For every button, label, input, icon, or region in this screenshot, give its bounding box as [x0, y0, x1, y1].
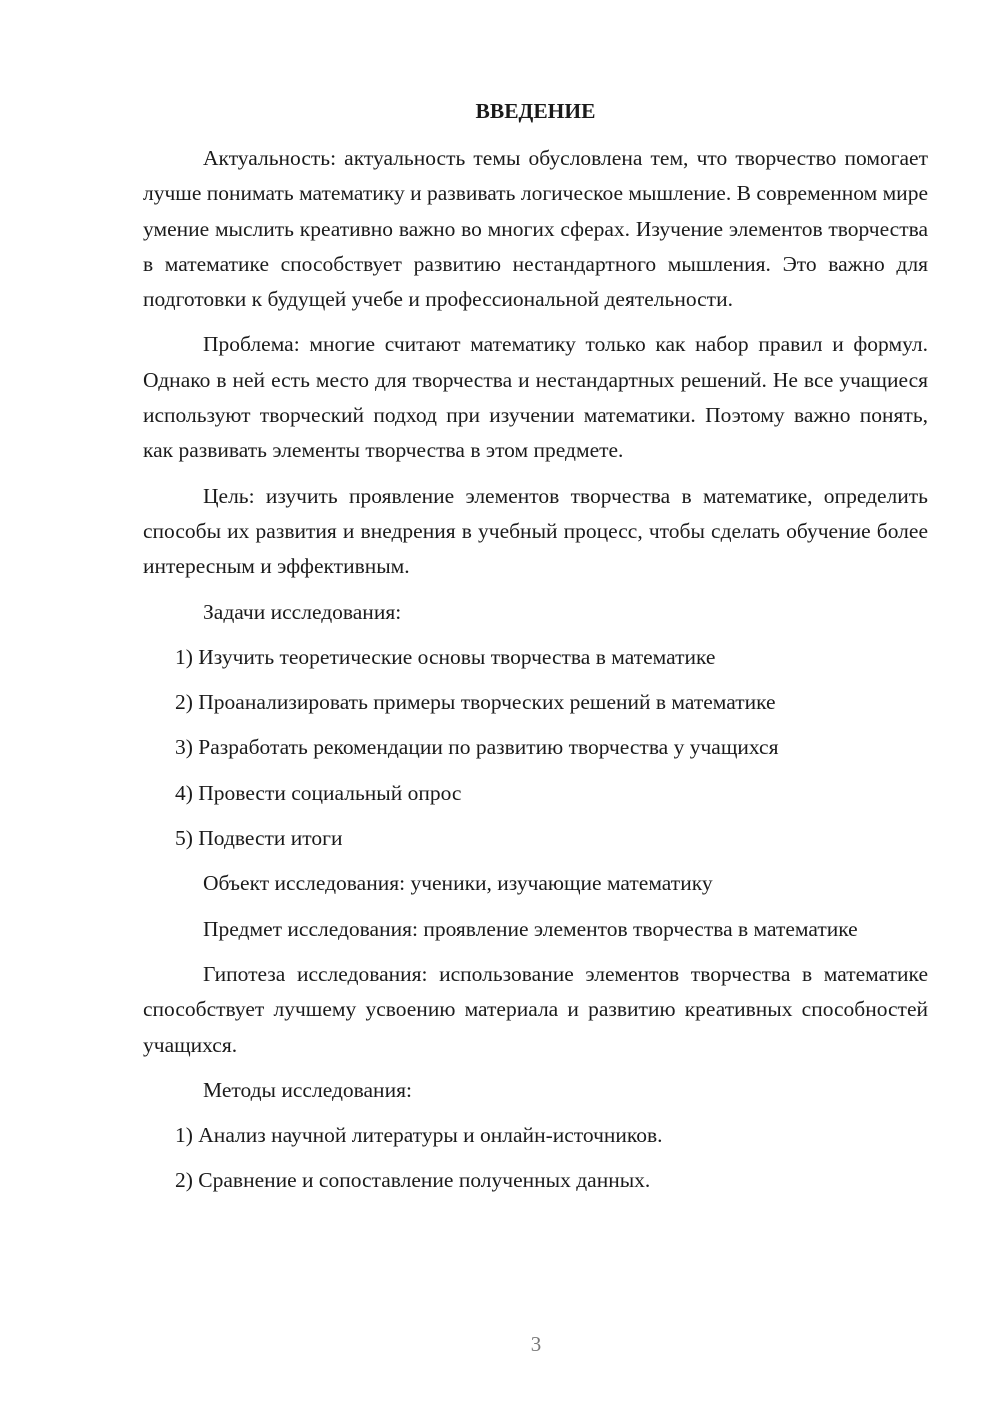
- document-page: [143, 96, 928, 1209]
- method-item: 1) Анализ научной литературы и онлайн-источников.: [175, 1123, 663, 1148]
- paragraph-subject: Предмет исследования: проявление элементов творчества в математике: [203, 916, 858, 941]
- method-item: 2) Сравнение и сопоставление полученных данных.: [175, 1168, 651, 1193]
- task-item: 3) Разработать рекомендации по развитию творчества у учащихся: [175, 735, 779, 760]
- task-item: 1) Изучить теоретические основы творчества в математике: [175, 644, 716, 669]
- methods-label: Методы исследования:: [203, 1077, 412, 1102]
- paragraph-problem: Проблема: многие считают математику только как набор правил и формул. Однако в ней есть место для творчества и нестандартных решений. Не все учащиеся используют творческий подход при изучении математики. Поэтому важно понять, как развивать элементы творчества в этом предмете.: [143, 332, 928, 463]
- section-title: ВВЕДЕНИЕ: [475, 99, 596, 123]
- paragraph-hypothesis: Гипотеза исследования: использование элементов творчества в математике способствует лучшему усвоению материала и развитию креативных способностей учащихся.: [143, 961, 928, 1057]
- paragraph-goal: Цель: изучить проявление элементов творчества в математике, определить способы их развития и внедрения в учебный процесс, чтобы сделать обучение более интересным и эффективным.: [143, 483, 928, 579]
- task-item: 4) Провести социальный опрос: [175, 780, 462, 805]
- paragraph-object: Объект исследования: ученики, изучающие математику: [203, 871, 713, 896]
- tasks-label: Задачи исследования:: [203, 599, 402, 624]
- paragraph-relevance: Актуальность: актуальность темы обусловлена тем, что творчество помогает лучше понимать математику и развивать логическое мышление. В современном мире умение мыслить креативно важно во многих сферах. Изучение элементов творчества в математике способствует развитию нестандартного мышления. Это важно для подготовки к будущей учебе и профессиональной деятельности.: [143, 146, 928, 312]
- page-number: 3: [530, 1332, 542, 1356]
- task-item: 2) Проанализировать примеры творческих решений в математике: [175, 690, 776, 715]
- task-item: 5) Подвести итоги: [175, 826, 343, 851]
